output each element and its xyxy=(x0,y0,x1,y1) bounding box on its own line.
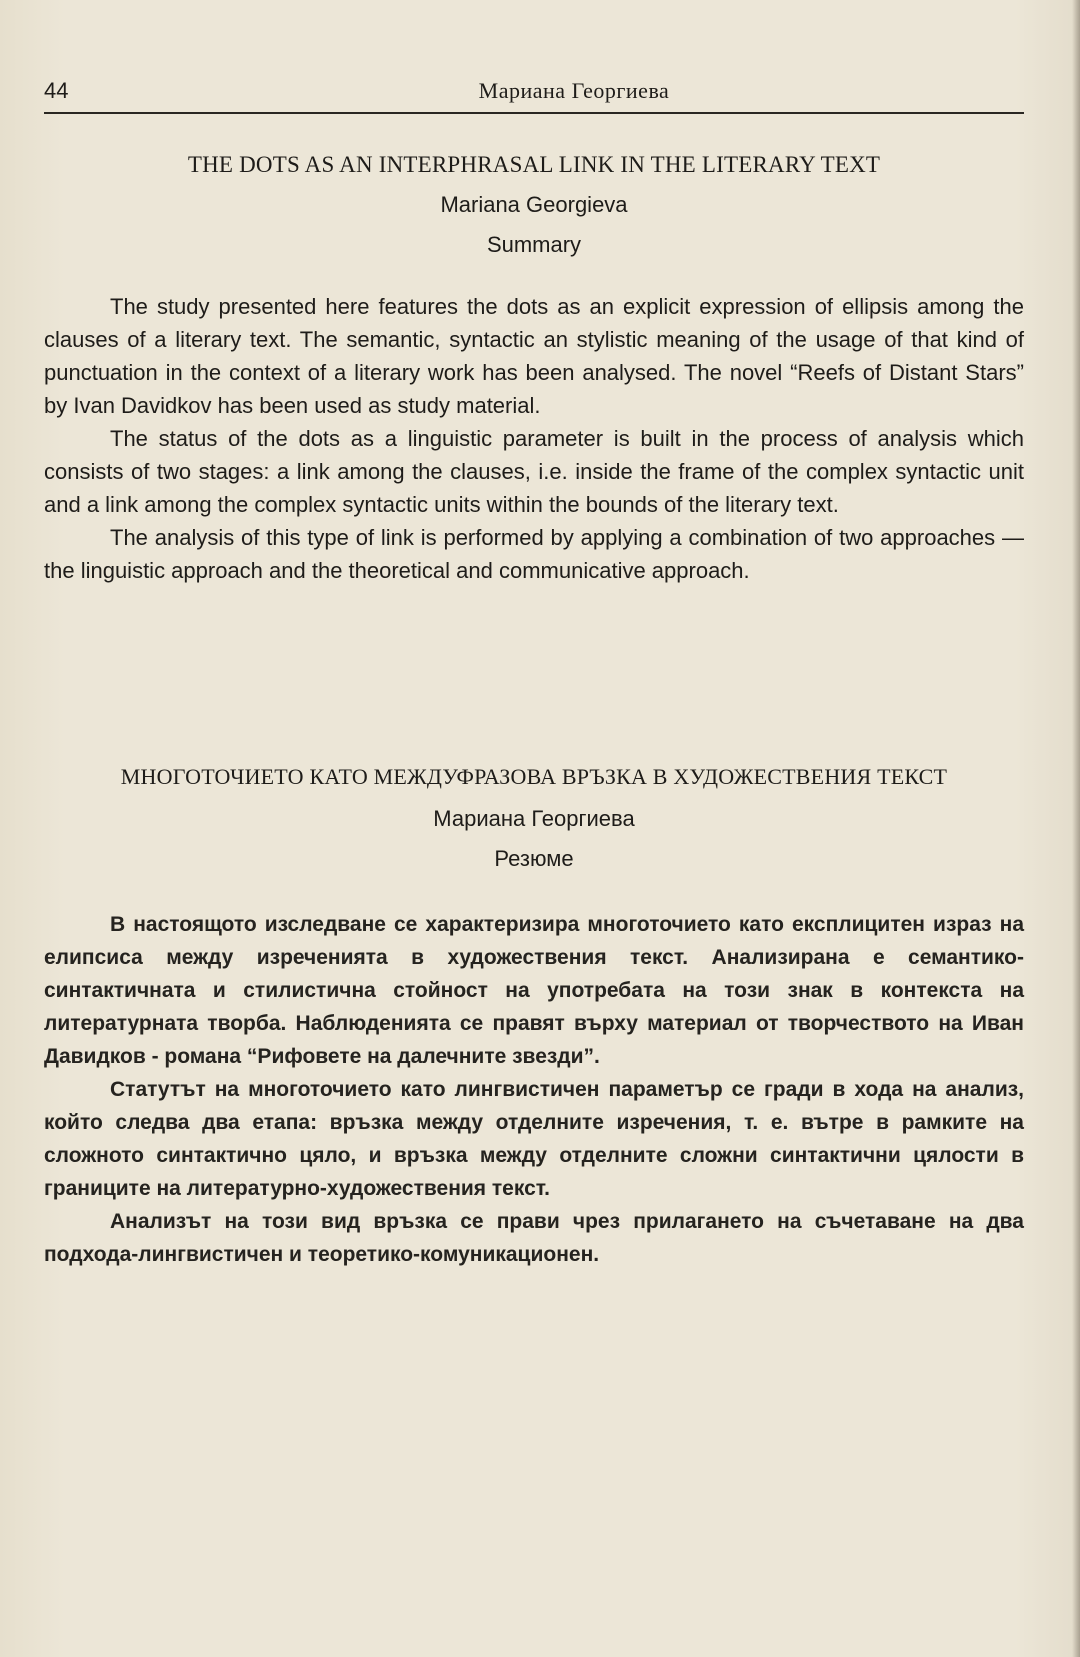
bulgarian-paragraph: Анализът на този вид връзка се прави чрез прилагането на съчетаване на два подхода-лингвистичен и теоретико-комуникационен. xyxy=(44,1210,1024,1266)
page-header xyxy=(44,78,1024,112)
english-paragraph: The analysis of this type of link is performed by applying a combination of two approaches — the linguistic approach and the theoretical and communicative approach. xyxy=(44,525,1024,583)
page-number: 44 xyxy=(44,78,69,103)
bulgarian-paragraph: Статутът на многоточието като лингвистичен параметър се гради в хода на анализ, който следва два етапа: връзка между отделните изречения, т. е. вътре в рамките на сложното синтактично цяло, и връзка между отделните сложни синтактични цялости в границите на литературно-художествения текст. xyxy=(44,1078,1024,1200)
bulgarian-summary-label: Резюме xyxy=(494,846,574,871)
english-author: Mariana Georgieva xyxy=(440,192,628,217)
english-body xyxy=(44,290,1024,587)
bulgarian-summary xyxy=(44,762,1024,1271)
bulgarian-paragraph: В настоящото изследване се характеризира многоточието като експлицитен израз на елипсиса между изреченията в художествения текст. Анализирана е семантико-синтактичната и стилистична стойност на употребата на този знак в контекста на литературната творба. Наблюденията се правят върху материал от творчеството на Иван Давидков - романа “Рифовете на далечните звезди”. xyxy=(44,913,1024,1068)
english-paragraph: The status of the dots as a linguistic parameter is built in the process of analysis which consists of two stages: a link among the clauses, i.e. inside the frame of the complex syntactic unit and a link among the complex syntactic units within the bounds of the literary text. xyxy=(44,426,1024,517)
running-head: Мариана Георгиева xyxy=(478,78,670,103)
bulgarian-body xyxy=(44,908,1024,1271)
english-paragraph: The study presented here features the dots as an explicit expression of ellipsis among the clauses of a literary text. The semantic, syntactic an stylistic meaning of the usage of that kind of punctuation in the context of a literary work has been analysed. The novel “Reefs of Distant Stars” by Ivan Davidkov has been used as study material. xyxy=(44,294,1024,418)
english-summary xyxy=(44,150,1024,587)
page-edge-shadow xyxy=(1072,0,1080,1657)
english-summary-label: Summary xyxy=(486,232,582,257)
bulgarian-title: МНОГОТОЧИЕТО КАТО МЕЖДУФРАЗОВА ВРЪЗКА В ХУДОЖЕСТВЕНИЯ ТЕКСТ xyxy=(120,764,948,789)
header-rule xyxy=(44,112,1024,114)
bulgarian-author: Мариана Георгиева xyxy=(433,806,635,831)
english-title: THE DOTS AS AN INTERPHRASAL LINK IN THE LITERARY TEXT xyxy=(187,152,881,177)
